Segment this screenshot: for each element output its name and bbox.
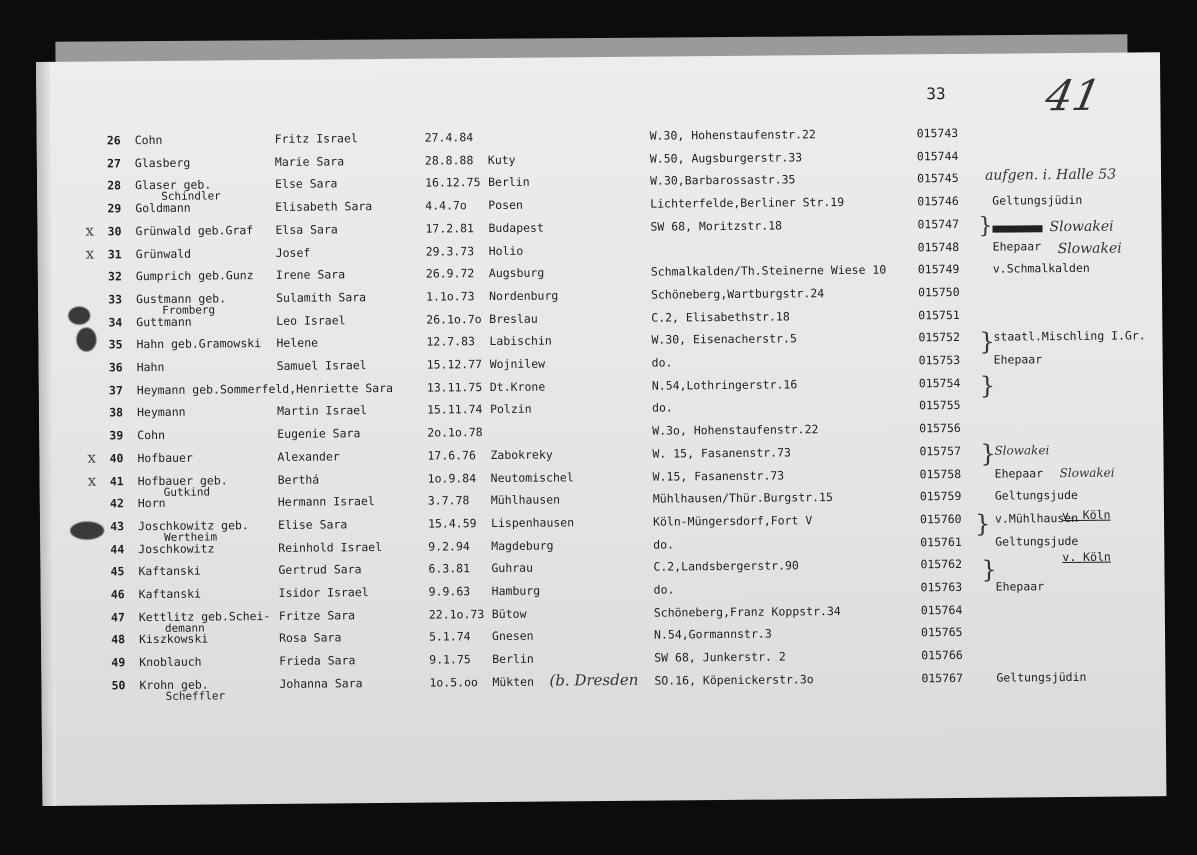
surname: Guttmann <box>136 314 192 329</box>
birth-place: Neutomischel <box>490 469 574 485</box>
given-name: Johanna Sara <box>279 675 363 691</box>
remark: v.Mühlhausen <box>994 510 1079 526</box>
record-id: 015755 <box>918 398 961 413</box>
row-number: 37 <box>108 382 123 398</box>
row-number: 34 <box>108 314 123 329</box>
row-number: 41 <box>109 473 124 488</box>
given-name: Hermann Israel <box>277 494 375 510</box>
birth-date: 12.7.83 <box>426 334 475 349</box>
given-name: Reinhold Israel <box>278 539 383 555</box>
row-number: 46 <box>110 587 125 602</box>
birth-date: 2o.1o.78 <box>427 425 483 440</box>
address: SW 68, Moritzstr.18 <box>650 218 783 234</box>
handwritten-remark: Slowakei <box>994 442 1050 458</box>
address: do. <box>653 582 675 597</box>
birth-place: Polzin <box>489 402 532 417</box>
remark-origin: v. Köln <box>1062 549 1111 565</box>
address: do. <box>651 355 673 370</box>
address: do. <box>651 400 673 416</box>
row-number: 50 <box>111 678 126 693</box>
given-name: Fritze Sara <box>278 607 356 623</box>
row-number: 33 <box>108 292 123 307</box>
record-id: 015743 <box>916 125 959 141</box>
row-number: 47 <box>110 609 125 625</box>
given-name: Else Sara <box>275 176 338 192</box>
given-name: Elsa Sara <box>275 222 338 237</box>
record-id: 015759 <box>919 489 962 504</box>
address: C.2, Elisabethstr.18 <box>651 309 790 325</box>
remark: Geltungsjüdin <box>996 669 1087 685</box>
surname: Knoblauch <box>139 654 202 670</box>
row-number: 26 <box>106 133 121 148</box>
birth-date: 1o.9.84 <box>427 470 477 486</box>
surname: Goldmann <box>135 200 191 216</box>
record-id: 015758 <box>919 466 962 481</box>
given-name: Eugenie Sara <box>277 426 361 442</box>
couple-brace: } <box>979 327 995 356</box>
birth-date: 13.11.75 <box>426 379 483 395</box>
record-id: 015765 <box>920 625 963 640</box>
check-mark-icon: x <box>87 448 96 467</box>
birth-date: 4.4.7o <box>425 198 467 213</box>
document-page <box>36 52 1166 806</box>
couple-brace: } <box>980 439 996 468</box>
couple-brace: } <box>974 509 991 538</box>
birth-place: Berlin <box>488 175 530 190</box>
row-number: 31 <box>107 246 122 261</box>
address: W.3o, Hohenstaufenstr.22 <box>652 422 819 438</box>
record-id: 015744 <box>916 148 959 164</box>
address: W.30, Eisenacherstr.5 <box>651 331 797 347</box>
record-id: 015761 <box>920 534 962 549</box>
birth-date: 27.4.84 <box>424 130 474 145</box>
birth-place: Budapest <box>488 220 544 235</box>
row-number: 38 <box>109 405 124 420</box>
row-number: 44 <box>110 541 125 556</box>
record-id: 015753 <box>918 352 961 368</box>
birth-place: Hamburg <box>491 583 541 599</box>
couple-brace: } <box>981 555 997 584</box>
birth-date: 29.3.73 <box>425 243 475 259</box>
address: W. 15, Fasanenstr.73 <box>652 445 791 461</box>
surname: Gustmann geb. <box>136 291 227 307</box>
birth-place: Posen <box>488 197 523 213</box>
given-name: Isidor Israel <box>278 585 369 600</box>
birth-date: 26.1o.7o <box>426 311 482 327</box>
birth-date: 15.4.59 <box>427 516 477 531</box>
surname: Hahn <box>136 359 165 375</box>
given-name: Elisabeth Sara <box>275 199 373 215</box>
record-id: 015760 <box>919 511 962 527</box>
record-id: 015762 <box>920 557 963 572</box>
check-mark-icon: x <box>85 221 95 240</box>
address: W.50, Augsburgerstr.33 <box>649 150 803 166</box>
given-name: Gertrud Sara <box>278 562 362 578</box>
birth-place: Mükten <box>492 674 535 689</box>
row-number: 29 <box>107 201 122 216</box>
birth-place: Berlin <box>492 651 534 667</box>
address: Köln-Müngersdorf,Fort V <box>652 513 813 529</box>
address: Schöneberg,Wartburgstr.24 <box>650 286 825 302</box>
surname: Kaftanski <box>138 563 201 579</box>
birth-date: 17.2.81 <box>425 220 474 236</box>
birth-date: 1.1o.73 <box>426 289 475 304</box>
row-number: 30 <box>107 224 122 239</box>
record-id: 015747 <box>917 216 960 232</box>
check-mark-icon: x <box>85 244 95 263</box>
handwritten-remark: Slowakei <box>1059 465 1115 480</box>
couple-brace: } <box>978 213 993 239</box>
given-name: Irene Sara <box>275 267 346 283</box>
surname: Kettlitz geb.Schei- <box>138 608 271 624</box>
birth-place: Nordenburg <box>488 288 559 303</box>
record-id: 015766 <box>921 648 963 663</box>
given-name: Marie Sara <box>274 154 345 169</box>
row-number: 42 <box>109 496 124 511</box>
birth-place: Guhrau <box>491 560 534 576</box>
remark: v.Schmalkalden <box>992 260 1090 276</box>
given-name: Rosa Sara <box>278 630 342 646</box>
row-number: 32 <box>107 269 122 284</box>
handwritten-note: Slowakei <box>1049 218 1114 236</box>
record-id: 015746 <box>917 194 959 209</box>
remark: Geltungsjude <box>995 533 1079 549</box>
remark: Ehepaar <box>992 238 1042 254</box>
page-number: 33 <box>926 84 946 104</box>
record-id: 015752 <box>918 330 961 345</box>
birth-date: 22.1o.73 <box>428 606 485 622</box>
remark: staatl.Mischling I.Gr. <box>993 328 1146 344</box>
surname: Joschkowitz geb. <box>137 518 249 534</box>
birth-date: 5.1.74 <box>428 629 471 644</box>
birth-place: Augsburg <box>488 265 545 281</box>
surname: Hahn geb.Gramowski <box>136 336 262 352</box>
handwritten-note: Slowakei <box>1057 240 1122 258</box>
handwritten-note: aufgen. i. Halle 53 <box>984 166 1117 184</box>
given-name: Fritz Israel <box>274 131 358 146</box>
given-name: Frieda Sara <box>279 653 356 668</box>
address: W.15, Fasanenstr.73 <box>652 467 785 484</box>
address: SO.16, Köpenickerstr.3o <box>654 672 814 688</box>
record-id: 015763 <box>920 579 963 595</box>
remark: Geltungsjüdin <box>992 192 1083 208</box>
maiden-name: Wertheim <box>164 530 218 544</box>
check-mark-icon: x <box>87 470 97 490</box>
given-name: Elise Sara <box>277 517 348 532</box>
record-id: 015750 <box>917 284 960 300</box>
surname: Grünwald <box>135 246 192 261</box>
record-id: 015764 <box>920 602 963 617</box>
remark-origin: v. Köln <box>1061 507 1111 523</box>
given-name: Josef <box>275 245 311 260</box>
surname: Krohn geb. <box>139 677 209 692</box>
maiden-name: Schindler <box>161 189 221 204</box>
row-number: 43 <box>110 519 125 534</box>
record-id: 015749 <box>917 262 960 277</box>
surname: Kiszkowski <box>138 631 209 647</box>
remark: Geltungsjude <box>994 488 1078 503</box>
given-name: Samuel Israel <box>276 358 367 373</box>
record-id: 015751 <box>918 307 960 322</box>
row-number: 35 <box>108 337 123 352</box>
record-id: 015756 <box>919 421 961 436</box>
birth-date: 28.8.88 <box>424 152 474 168</box>
address: do. <box>653 537 675 552</box>
row-number: 39 <box>109 428 124 443</box>
address: Mühlhausen/Thür.Burgstr.15 <box>652 490 833 506</box>
birth-date: 6.3.81 <box>428 561 471 576</box>
remark: Ehepaar <box>994 465 1044 481</box>
birth-date: 9.1.75 <box>429 652 471 667</box>
record-id: 015754 <box>918 375 961 390</box>
birth-date: 9.9.63 <box>428 584 471 599</box>
given-name: Alexander <box>277 449 340 464</box>
birth-place: Gnesen <box>491 629 534 644</box>
surname: Glasberg <box>134 155 191 170</box>
birth-place: Holio <box>488 243 524 258</box>
surname: Heymann <box>137 405 186 420</box>
surname: Heymann geb.Sommerfeld,Henriette Sara <box>136 380 394 397</box>
surname: Gumprich geb.Gunz <box>135 268 254 284</box>
record-id: 015757 <box>919 443 962 459</box>
birth-date: 15.12.77 <box>426 357 483 372</box>
given-name: Leo Israel <box>276 312 346 328</box>
address: Schmalkalden/Th.Steinerne Wiese 10 <box>650 262 887 279</box>
birth-date: 16.12.75 <box>425 175 481 190</box>
given-name: Sulamith Sara <box>276 290 367 305</box>
birth-place: Kuty <box>487 152 516 167</box>
record-id: 015745 <box>916 171 959 186</box>
surname: Kaftanski <box>138 586 202 602</box>
address: Lichterfelde,Berliner Str.19 <box>650 195 845 211</box>
address: SW 68, Junkerstr. 2 <box>654 649 786 665</box>
surname: Joschkowitz <box>138 541 215 556</box>
birth-date: 3.7.78 <box>427 493 470 508</box>
row-number: 45 <box>110 564 125 579</box>
surname: Hofbauer <box>137 450 193 465</box>
row-number: 28 <box>107 178 122 193</box>
birth-date: 26.9.72 <box>425 266 475 281</box>
record-id: 015748 <box>917 239 960 254</box>
handwritten-note: (b. Dresden <box>549 670 639 690</box>
handwritten-page-mark: 41 <box>1041 70 1105 121</box>
remark: Ehepaar <box>995 579 1045 594</box>
maiden-name: demann <box>164 621 205 635</box>
birth-date: 1o.5.oo <box>429 674 478 690</box>
address: N.54,Gormannstr.3 <box>653 626 772 643</box>
given-name: Berthá <box>277 472 320 487</box>
birth-date: 17.6.76 <box>427 447 476 463</box>
surname: Glaser geb. <box>135 177 212 193</box>
address: W.30,Barbarossastr.35 <box>650 172 796 189</box>
birth-place: Bütow <box>491 606 527 621</box>
register-table <box>36 52 1166 806</box>
birth-place: Lispenhausen <box>490 515 575 530</box>
couple-brace: } <box>979 371 996 400</box>
birth-place: Mühlhausen <box>490 492 561 508</box>
birth-date: 15.11.74 <box>426 402 483 417</box>
birth-date: 9.2.94 <box>428 538 470 554</box>
birth-place: Dt.Krone <box>489 379 546 394</box>
row-number: 40 <box>109 451 124 466</box>
surname: Hofbauer geb. <box>137 472 228 488</box>
birth-place: Wojnilew <box>489 356 546 372</box>
birth-place: Labischin <box>489 333 552 349</box>
remark: Ehepaar <box>993 352 1043 367</box>
row-number: 27 <box>106 155 121 171</box>
address: Schöneberg,Franz Koppstr.34 <box>653 603 841 620</box>
address: C.2,Landsbergerstr.90 <box>653 558 799 574</box>
record-id: 015767 <box>921 670 964 686</box>
given-name: Helene <box>276 335 319 351</box>
birth-place: Magdeburg <box>491 538 554 553</box>
given-name: Martin Israel <box>276 403 368 419</box>
row-number: 36 <box>108 360 123 375</box>
row-number: 48 <box>111 632 126 647</box>
surname: Horn <box>137 496 166 511</box>
surname: Grünwald geb.Graf <box>135 222 254 238</box>
surname: Cohn <box>137 427 166 443</box>
birth-place: Zabokreky <box>490 447 553 462</box>
surname: Cohn <box>134 132 163 148</box>
birth-place: Breslau <box>489 311 538 326</box>
maiden-name: Gutkind <box>163 484 211 499</box>
maiden-name: Scheffler <box>165 689 226 703</box>
maiden-name: Fromberg <box>162 303 216 317</box>
address: W.30, Hohenstaufenstr.22 <box>649 127 816 143</box>
address: N.54,Lothringerstr.16 <box>651 377 798 393</box>
row-number: 49 <box>111 655 126 670</box>
